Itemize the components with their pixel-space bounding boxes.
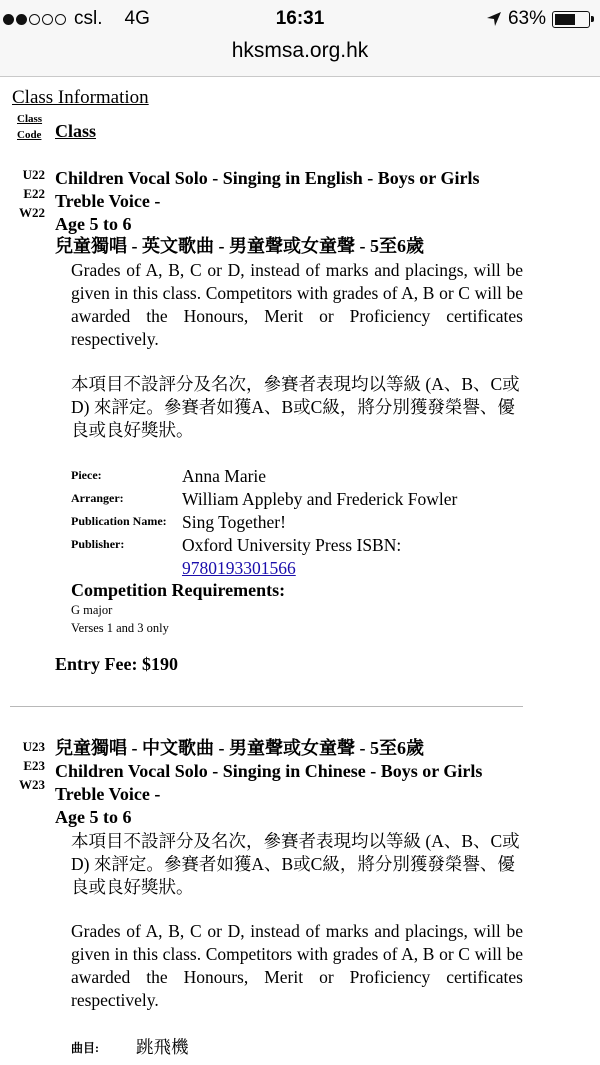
class-age: Age 5 to 6	[55, 807, 132, 827]
arranger-label: Arranger:	[71, 491, 124, 505]
battery-percent: 63%	[507, 8, 546, 29]
class-codes	[18, 165, 45, 222]
class-title-zh: 兒童獨唱 - 中文歌曲 - 男童聲或女童聲 - 5至6歲	[55, 738, 424, 758]
publication-value: Sing Together!	[182, 512, 286, 532]
piece-label: Piece:	[71, 468, 102, 482]
class-title-en-line2: Treble Voice -	[55, 191, 161, 211]
class-code-header-line2: Code	[17, 129, 42, 141]
competition-requirements-heading: Competition Requirements:	[71, 580, 286, 600]
isbn-link[interactable]: 9780193301566	[182, 558, 296, 578]
piece-label: 曲目:	[71, 1041, 99, 1055]
page-content	[0, 77, 600, 1065]
class-description-zh: 本項目不設評分及名次，參賽者表現均以等級 (A、B、C或D) 來評定。參賽者如獲A、B或C級，將分別獲發榮譽、優良或良好獎狀。	[71, 374, 520, 440]
class-title-en: Children Vocal Solo - Singing in Chinese - Boys or Girls	[55, 761, 483, 781]
class-code: E23	[23, 758, 45, 773]
publication-label: Publication Name:	[71, 514, 167, 528]
url-text[interactable]: hksmsa.org.hk	[231, 39, 369, 62]
requirement-item: G major	[71, 603, 113, 617]
class-codes	[18, 737, 45, 794]
carrier-name: csl.	[74, 8, 103, 29]
clock: 16:31	[275, 8, 325, 29]
piece-value: 跳飛機	[136, 1037, 189, 1057]
battery-icon	[552, 11, 590, 28]
entry-fee: Entry Fee: $190	[55, 654, 178, 674]
class-code-header	[17, 111, 42, 143]
class-code: U22	[22, 167, 45, 182]
class-title-en-line2: Treble Voice -	[55, 784, 161, 804]
class-information-link[interactable]: Class Information	[12, 87, 149, 108]
publisher-value: Oxford University Press ISBN:	[182, 535, 402, 555]
class-header: Class	[55, 121, 97, 141]
piece-value: Anna Marie	[182, 466, 267, 486]
class-description-zh: 本項目不設評分及名次，參賽者表現均以等級 (A、B、C或D) 來評定。參賽者如獲A、B或C級，將分別獲發榮譽、優良或良好獎狀。	[71, 831, 520, 897]
class-age: Age 5 to 6	[55, 214, 132, 234]
network-type: 4G	[124, 8, 150, 29]
class-title-zh: 兒童獨唱 - 英文歌曲 - 男童聲或女童聲 - 5至6歲	[55, 236, 424, 256]
arranger-value: William Appleby and Frederick Fowler	[182, 489, 458, 509]
location-arrow-icon	[486, 11, 502, 27]
status-bar	[0, 0, 600, 38]
class-code: W23	[19, 777, 45, 792]
divider	[10, 706, 523, 707]
class-code: U23	[22, 739, 45, 754]
class-code: W22	[19, 205, 45, 220]
class-description-en: Grades of A, B, C or D, instead of marks and placings, will be given in this class. Competitors with grades of A, B or C will be awarded the Honours, Merit or Proficiency certificates respectively.	[71, 260, 523, 349]
requirement-item: Verses 1 and 3 only	[71, 621, 169, 635]
class-title-en: Children Vocal Solo - Singing in English - Boys or Girls	[55, 168, 480, 188]
address-bar[interactable]	[0, 38, 600, 77]
publisher-label: Publisher:	[71, 537, 125, 551]
class-description-en: Grades of A, B, C or D, instead of marks and placings, will be given in this class. Competitors with grades of A, B or C will be awarded the Honours, Merit or Proficiency certificates respectively.	[71, 921, 523, 1010]
class-code-header-line1: Class	[17, 113, 43, 125]
class-code: E22	[23, 186, 45, 201]
